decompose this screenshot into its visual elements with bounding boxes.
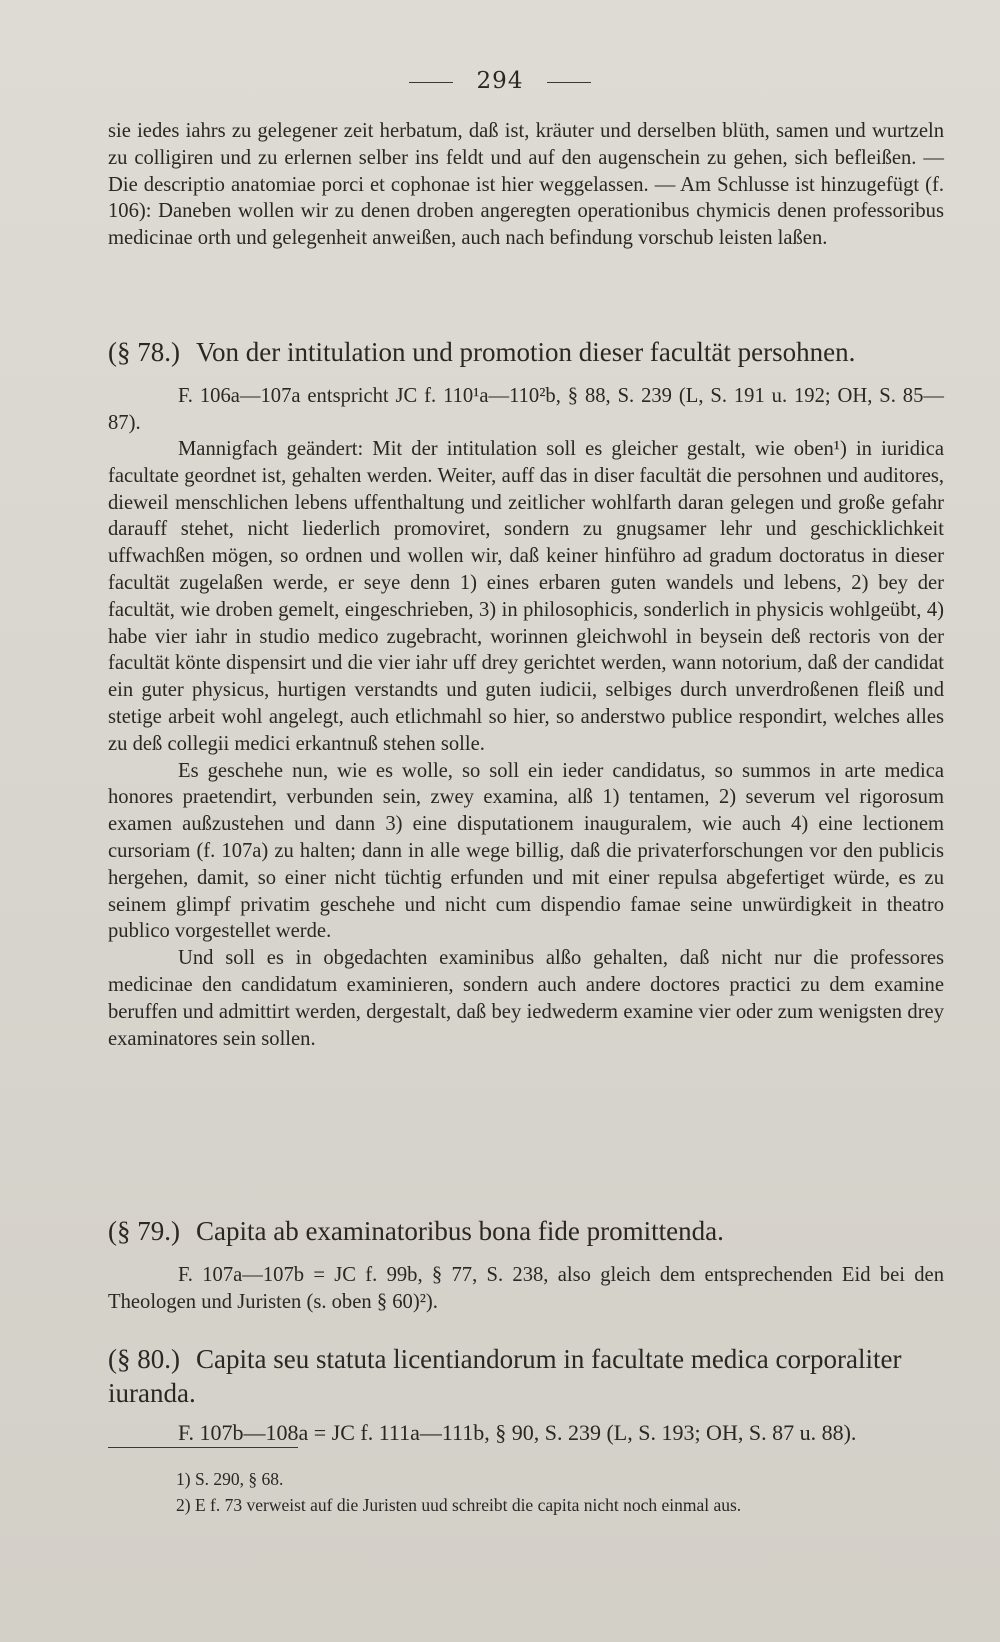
section-78-body: [108, 436, 944, 1052]
section-78-heading: [108, 335, 948, 369]
section-80-heading: [108, 1342, 948, 1410]
section-79-heading: [108, 1214, 948, 1248]
footnote-2: 2) E f. 73 verweist auf die Juristen uud schreibt die capita nicht noch einmal aus.: [176, 1495, 742, 1515]
section-number: (§ 79.): [108, 1216, 180, 1246]
intro-paragraph: sie iedes iahrs zu gelegener zeit herbatum, daß ist, kräuter und derselben blüth, samen und wurtzeln zu colligiren und zu erlernen selber ins feldt und auf den augenschein zu gehen, sich befleißen. — Die descriptio anatomiae porci et cophonae ist hier weggelassen. — Am Schlusse ist hinzugefügt (f. 106): Daneben wollen wir zu denen droben angeregten operationibus chymicis denen professoribus medicinae orth und gelegenheit anweißen, auch nach befindung vorschub leisten laßen.: [108, 120, 944, 250]
section-79-reference: F. 107a—107b = JC f. 99b, § 77, S. 238, also gleich dem entsprechenden Eid bei den Theologen und Juristen (s. oben § 60)²).: [108, 1264, 944, 1313]
section-title: Von der intitulation und promotion dieser facultät persohnen.: [195, 337, 856, 367]
footnote-1: 1) S. 290, § 68.: [176, 1469, 284, 1489]
body-paragraph: Mannigfach geändert: Mit der intitulation soll es gleicher gestalt, wie oben¹) in iuridica facultate geordnet ist, gehalten werden. Weiter, auff das in diser facultät die persohnen und auditores, dieweil menschlichen lebens uffenthaltung und zeitlicher wohlfarth daran gelegen und große gefahr darauff stehet, nicht liederlich promoviret, sondern zu gnugsamer lehr und geschicklichkeit uffwachßen mögen, so ordnen und wollen wir, daß keiner hinführo ad gradum doctoratus in dieser facultät zugelaßen werde, er seye denn 1) eines erbaren guten wandels und lebens, 2) bey der facultät, wie droben gemelt, eingeschrieben, 3) in philosophicis, sonderlich in physicis wohlgeübt, 4) habe vier iahr in studio medico zugebracht, worinnen gleichwohl in beysein deß rectoris von der facultät könte dispensirt und die vier iahr uff drey gerichtet werden, wann notorium, daß der candidat ein guter physicus, hurtigen verstandts und guten iudicii, selbiges durch unverdroßenen fleiß und stetige arbeit wohl angelegt, auch etlichmahl so hier, so anderstwo publice respondirt, welches alles zu deß collegii medici erkantnuß stehen solle.: [108, 438, 944, 755]
section-number: (§ 78.): [108, 337, 180, 367]
footnote-rule: [108, 1447, 298, 1448]
header-dash-left: [409, 82, 453, 83]
section-number: (§ 80.): [108, 1344, 180, 1374]
section-title: Capita seu statuta licentiandorum in facultate medica corporaliter iuranda.: [108, 1344, 902, 1408]
footnotes: [176, 1466, 936, 1518]
page-header: [0, 68, 1000, 94]
body-paragraph: Es geschehe nun, wie es wolle, so soll ein ieder candidatus, so summos in arte medica honores praetendirt, verbunden sein, zwey examina, alß 1) tentamen, 2) severum vel rigorosum examen außzustehen und dann 3) eine disputationem inauguralem, wie auch 4) eine lectionem cursoriam (f. 107a) zu halten; dann in alle wege billig, daß die privaterforschungen vor den publicis hergehen, damit, so einer nicht tüchtig erfunden und mit einer repulsa abgefertiget würde, es zu seinem glimpf privatim geschehe und nicht cum dispendio famae seine unwürdigkeit in theatro publico vorgestellet werde.: [108, 759, 944, 943]
section-title: Capita ab examinatoribus bona fide promittenda.: [195, 1216, 724, 1246]
header-dash-right: [547, 82, 591, 83]
section-78-reference: F. 106a—107a entspricht JC f. 110¹a—110²b, § 88, S. 239 (L, S. 191 u. 192; OH, S. 85—87).: [108, 385, 944, 434]
page-number: 294: [476, 68, 524, 94]
section-80-reference: F. 107b—108a = JC f. 111a—111b, § 90, S. 239 (L, S. 193; OH, S. 87 u. 88).: [178, 1420, 857, 1445]
body-paragraph: Und soll es in obgedachten examinibus alßo gehalten, daß nicht nur die professores medicinae den candidatum examinieren, sondern auch andere doctores practici zu dem examine beruffen und admittirt werden, dergestalt, daß bey iedwederm examine vier oder zum wenigsten drey examinatores sein sollen.: [108, 947, 944, 1050]
